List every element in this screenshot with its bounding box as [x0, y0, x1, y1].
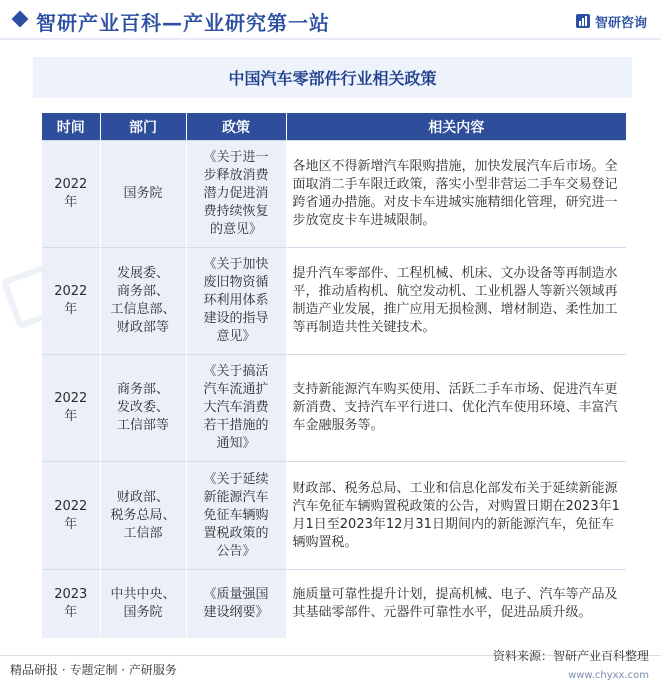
column-header-content: 相关内容 [286, 113, 626, 141]
cell-year: 2022 年 [42, 141, 100, 248]
cell-dept: 财政部、 税务总局、 工信部 [100, 462, 186, 570]
table-row [42, 248, 626, 355]
cell-year: 2023 年 [42, 570, 100, 639]
column-header-policy: 政策 [186, 113, 286, 141]
cell-policy: 《质量强国 建设纲要》 [186, 570, 286, 639]
brand-name: 智研咨询 [594, 15, 647, 31]
footer-services: 精品研报 · 专题定制 · 产研服务 [10, 663, 177, 677]
cell-year: 2022 年 [42, 355, 100, 462]
footer-source: 资料来源：智研产业百科整理 [492, 649, 649, 663]
cell-policy: 《关于加快 废旧物资循 环利用体系 建设的指导 意见》 [186, 248, 286, 355]
column-header-dept: 部门 [100, 113, 186, 141]
footer-url[interactable]: www.chyxx.com [568, 670, 649, 681]
cell-dept: 商务部、 发改委、 工信部等 [100, 355, 186, 462]
cell-dept: 中共中央、 国务院 [100, 570, 186, 639]
page-header [0, 0, 661, 40]
policy-table [42, 113, 626, 638]
cell-year: 2022 年 [42, 462, 100, 570]
cell-content: 各地区不得新增汽车限购措施，加快发展汽车后市场。全面取消二手车限迁政策，落实小型非营运二手车交易登记跨省通办措施。对皮卡车进城实施精细化管理，研究进一步放宽皮卡车进城限制。 [286, 141, 626, 248]
table-row [42, 141, 626, 248]
column-header-time: 时间 [42, 113, 100, 141]
cell-dept: 发展委、 商务部、 工信息部、 财政部等 [100, 248, 186, 355]
cell-content: 施质量可靠性提升计划，提高机械、电子、汽车等产品及其基础零部件、元器件可靠性水平，促进品质升级。 [286, 570, 626, 639]
cell-content: 提升汽车零部件、工程机械、机床、文办设备等再制造水平，推动盾构机、航空发动机、工业机器人等新兴领域再制造产业发展，推广应用无损检测、增材制造、柔性加工等再制造共性关键技术。 [286, 248, 626, 355]
table-title-box [33, 57, 632, 98]
cell-policy: 《关于进一 步释放消费 潜力促进消 费持续恢复 的意见》 [186, 141, 286, 248]
cell-policy: 《关于搞活 汽车流通扩 大汽车消费 若干措施的 通知》 [186, 355, 286, 462]
table-row [42, 570, 626, 639]
page-title: 智研产业百科—产业研究第一站 [36, 11, 330, 35]
table-row [42, 355, 626, 462]
cell-policy: 《关于延续 新能源汽车 免征车辆购 置税政策的 公告》 [186, 462, 286, 570]
cell-content: 财政部、税务总局、工业和信息化部发布关于延续新能源汽车免征车辆购置税政策的公告，对购置日期在2023年1月1日至2023年12月31日期间内的新能源汽车，免征车辆购置税。 [286, 462, 626, 570]
cell-dept: 国务院 [100, 141, 186, 248]
bar-chart-logo-icon [575, 13, 591, 29]
header-divider [0, 38, 661, 40]
diamond-icon [12, 11, 29, 28]
table-header-row [42, 113, 626, 141]
brand[interactable] [575, 11, 647, 31]
cell-content: 支持新能源汽车购买使用、活跃二手车市场、促进汽车更新消费、支持汽车平行进口、优化汽车使用环境、丰富汽车金融服务等。 [286, 355, 626, 462]
table-title: 中国汽车零部件行业相关政策 [228, 69, 437, 88]
table-row [42, 462, 626, 570]
cell-year: 2022 年 [42, 248, 100, 355]
